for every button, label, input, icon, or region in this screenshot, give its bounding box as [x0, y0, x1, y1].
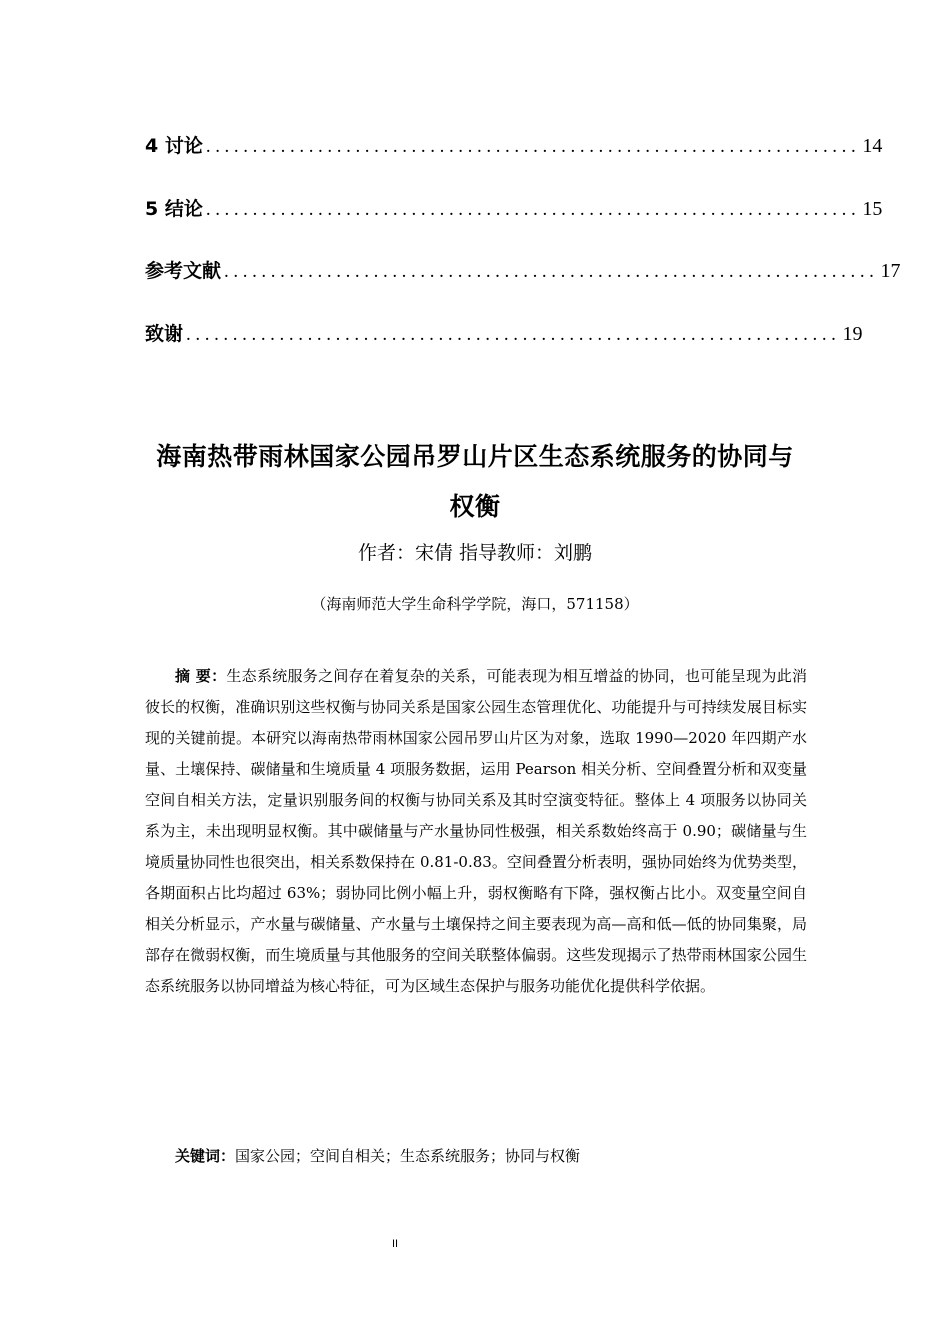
toc-entry-conclusion[interactable] — [145, 187, 883, 220]
toc-entry-references[interactable] — [145, 249, 901, 282]
page-number-footer: II — [391, 1238, 399, 1250]
toc-entry-label: 参考文献 — [145, 260, 222, 282]
paper-title — [100, 432, 850, 532]
paper-title-line-2: 权衡 — [449, 492, 501, 521]
toc-entry-discussion[interactable] — [145, 124, 883, 157]
toc-leader-dots: ...................................................................... — [205, 136, 861, 157]
toc-entry-acknowledgements[interactable] — [145, 312, 863, 345]
abstract-label: 摘 要： — [175, 667, 227, 685]
paper-authors: 作者：宋倩 指导教师：刘鹏 — [357, 542, 593, 564]
abstract-text: 生态系统服务之间存在着复杂的关系，可能表现为相互增益的协同，也可能呈现为此消彼长的权衡，准确识别这些权衡与协同关系是国家公园生态管理优化、功能提升与可持续发展目标实现的关键前提。本研究以海南热带雨林国家公园吊罗山片区为对象，选取 1990—2020 年四期产水量、土壤保持、碳储量和生境质量 4 项服务数据，运用 Pearson 相关分析、空间叠置分析和双变量空间自相关方法，定量识别服务间的权衡与协同关系及其时空演变特征。整体上 4 项服务以协同关系为主，未出现明显权衡。其中碳储量与产水量协同性极强，相关系数始终高于 0.90；碳储量与生境质量协同性也很突出，相关系数保持在 0.81-0.83。空间叠置分析表明，强协同始终为优势类型，各期面积占比均超过 63%；弱协同比例小幅上升，弱权衡略有下降，强权衡占比小。双变量空间自相关分析显示，产水量与碳储量、产水量与土壤保持之间主要表现为高—高和低—低的协同集聚，局部存在微弱权衡，而生境质量与其他服务的空间关联整体偏弱。这些发现揭示了热带雨林国家公园生态系统服务以协同增益为核心特征，可为区域生态保护与服务功能优化提供科学依据。 — [145, 667, 807, 995]
abstract-paragraph — [145, 661, 807, 1002]
paper-affiliation: （海南师范大学生命科学学院，海口，571158） — [311, 595, 639, 613]
toc-entry-label: 致谢 — [145, 323, 184, 345]
toc-leader-dots: ...................................................................... — [224, 261, 879, 282]
paper-title-line-1: 海南热带雨林国家公园吊罗山片区生态系统服务的协同与 — [156, 442, 794, 471]
toc-entry-label: 4 讨论 — [145, 135, 203, 157]
toc-page-number: 17 — [880, 260, 901, 282]
toc-page-number: 15 — [862, 198, 883, 220]
toc-entry-label: 5 结论 — [145, 198, 203, 220]
keywords-text: 国家公园；空间自相关；生态系统服务；协同与权衡 — [235, 1147, 581, 1165]
toc-page-number: 14 — [862, 135, 883, 157]
toc-leader-dots: ...................................................................... — [205, 199, 861, 220]
toc-leader-dots: ...................................................................... — [186, 324, 841, 345]
toc-page-number: 19 — [842, 323, 863, 345]
keywords-paragraph — [145, 1141, 807, 1172]
keywords-label: 关键词： — [175, 1147, 236, 1165]
